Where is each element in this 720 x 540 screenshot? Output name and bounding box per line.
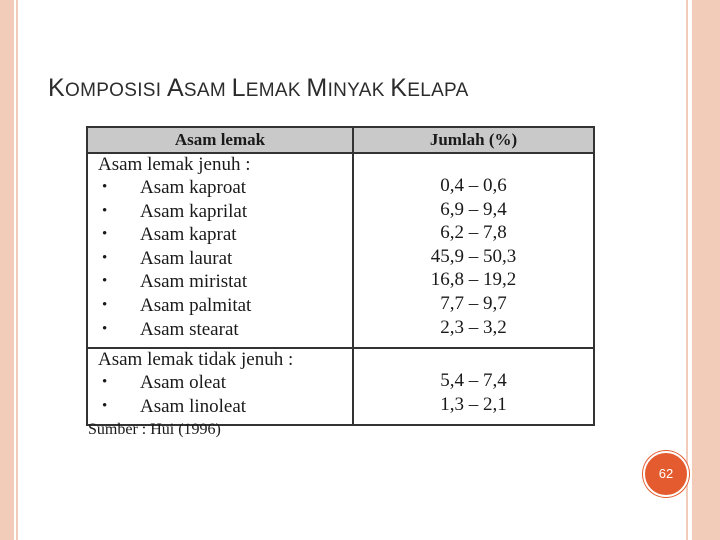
value-cell: 5,4 – 7,4: [440, 370, 507, 392]
header-amount: Jumlah (%): [353, 127, 594, 153]
value-cell: 16,8 – 19,2: [430, 269, 517, 291]
value-cell: 7,7 – 9,7: [440, 292, 507, 314]
left-decorative-frame: [0, 0, 22, 540]
bullet-icon: •: [102, 273, 108, 290]
bullet-icon: •: [102, 296, 108, 313]
list-item: • Asam kaproat: [102, 177, 247, 198]
list-item: • Asam palmitat: [102, 294, 252, 316]
table-group-saturated: [87, 153, 594, 348]
table-header-row: [87, 127, 594, 153]
source-citation: Sumber : Hui (1996): [88, 421, 221, 438]
table-group-unsaturated: [87, 348, 594, 425]
value-cell: 6,2 – 7,8: [440, 222, 507, 244]
value-cell: 1,3 – 2,1: [440, 393, 507, 415]
fatty-acid-table: [86, 126, 595, 426]
group-label: Asam lemak jenuh :: [98, 154, 251, 175]
slide-title: KOMPOSISI ASAM LEMAK MINYAK KELAPA: [48, 74, 469, 102]
bullet-icon: •: [102, 202, 108, 219]
value-cell: 0,4 – 0,6: [440, 175, 507, 196]
value-cell: 6,9 – 9,4: [440, 198, 507, 220]
bullet-icon: •: [102, 179, 108, 195]
bullet-icon: •: [102, 320, 108, 337]
bullet-icon: •: [102, 374, 108, 391]
bullet-icon: •: [102, 226, 108, 243]
group-label: Asam lemak tidak jenuh :: [98, 349, 294, 371]
unsaturated-values-cell: [353, 348, 594, 425]
value-cell: 2,3 – 3,2: [440, 316, 507, 338]
list-item: • Asam oleat: [102, 372, 227, 394]
bullet-icon: •: [102, 397, 108, 414]
list-item: • Asam kaprat: [102, 224, 237, 246]
unsaturated-names-cell: [87, 348, 353, 425]
list-item: • Asam stearat: [102, 318, 239, 340]
bullet-icon: •: [102, 249, 108, 266]
list-item: • Asam miristat: [102, 271, 248, 293]
list-item: • Asam kaprilat: [102, 200, 248, 222]
right-decorative-frame: [686, 0, 720, 540]
header-fatty-acid: Asam lemak: [87, 127, 353, 153]
page-number-badge: 62: [643, 451, 689, 497]
list-item: • Asam linoleat: [102, 395, 247, 417]
saturated-values-cell: [353, 153, 594, 348]
list-item: • Asam laurat: [102, 247, 233, 269]
value-cell: 45,9 – 50,3: [430, 245, 517, 267]
saturated-names-cell: [87, 153, 353, 348]
